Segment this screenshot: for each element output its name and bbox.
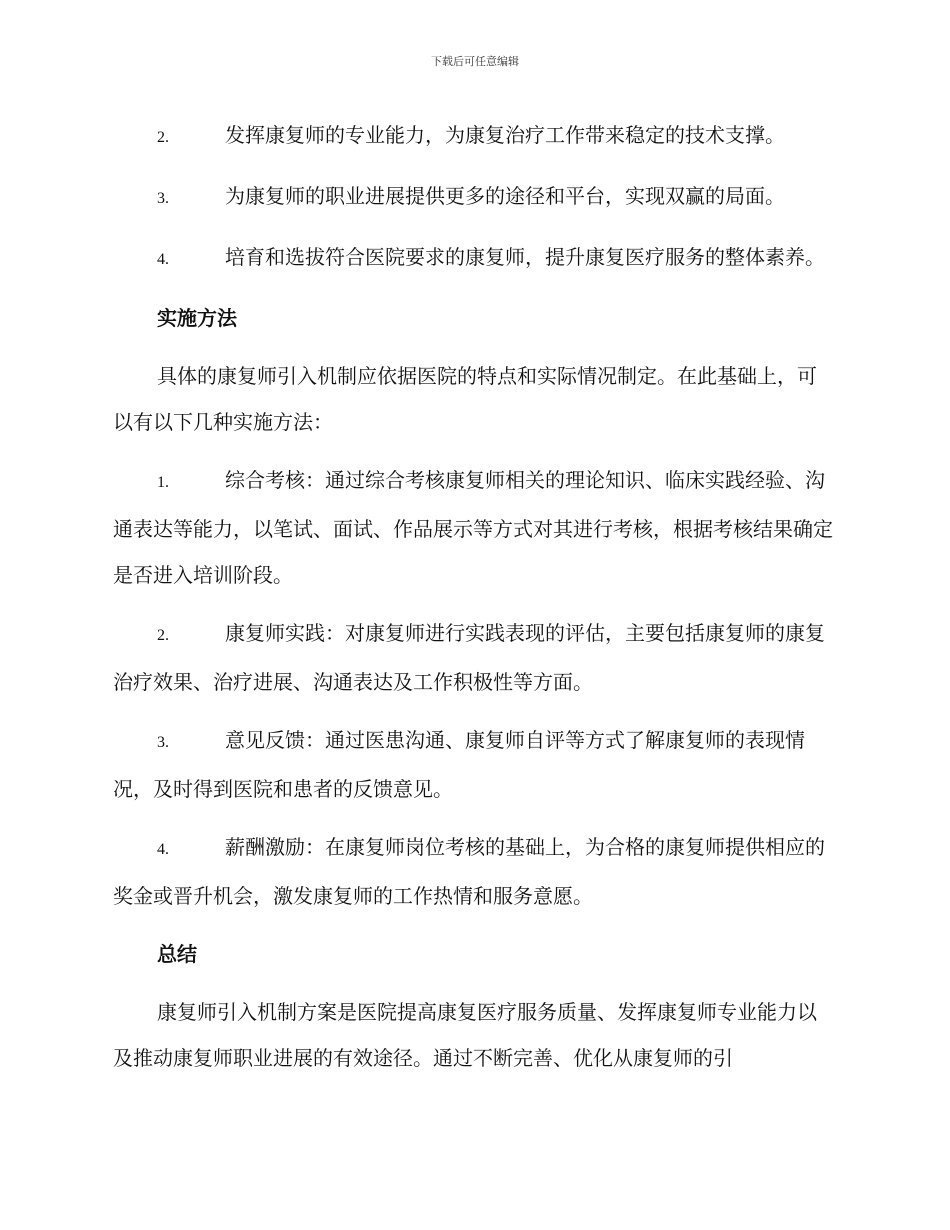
list-number: 2. xyxy=(157,627,169,644)
list-number: 4. xyxy=(157,251,169,268)
list-item xyxy=(113,457,835,598)
list-item xyxy=(113,173,835,222)
section-intro: 具体的康复师引入机制应依据医院的特点和实际情况制定。在此基础上，可以有以下几种实施方法： xyxy=(113,364,817,434)
summary-paragraph: 康复师引入机制方案是医院提高康复医疗服务质量、发挥康复师专业能力以及推动康复师职业进展的有效途径。通过不断完善、优化从康复师的引 xyxy=(113,1000,817,1070)
list-text: 综合考核：通过综合考核康复师相关的理论知识、临床实践经验、沟通表达等能力，以笔试、面试、作品展示等方式对其进行考核，根据考核结果确定是否进入培训阶段。 xyxy=(113,468,833,587)
list-text: 薪酬激励：在康复师岗位考核的基础上，为合格的康复师提供相应的奖金或晋升机会，激发康复师的工作热情和服务意愿。 xyxy=(113,835,825,908)
list-text: 发挥康复师的专业能力，为康复治疗工作带来稳定的技术支撑。 xyxy=(225,123,785,147)
page-header: 下载后可任意编辑 xyxy=(431,55,519,68)
list-item xyxy=(113,717,835,812)
list-text: 培育和选拔符合医院要求的康复师，提升康复医疗服务的整体素养。 xyxy=(225,245,825,269)
section-heading-summary: 总结 xyxy=(157,942,197,966)
list-text: 康复师实践：对康复师进行实践表现的评估，主要包括康复师的康复治疗效果、治疗进展、沟通表达及工作积极性等方面。 xyxy=(113,621,825,694)
list-number: 2. xyxy=(157,129,169,146)
list-text: 为康复师的职业进展提供更多的途径和平台，实现双赢的局面。 xyxy=(225,184,785,208)
list-item xyxy=(113,610,835,705)
list-item xyxy=(113,112,835,161)
list-number: 3. xyxy=(157,734,169,751)
section-heading-implementation: 实施方法 xyxy=(157,306,237,330)
list-number: 3. xyxy=(157,190,169,207)
list-number: 1. xyxy=(157,474,169,491)
list-item xyxy=(113,234,835,283)
list-text: 意见反馈：通过医患沟通、康复师自评等方式了解康复师的表现情况，及时得到医院和患者的反馈意见。 xyxy=(113,728,805,801)
list-item xyxy=(113,824,835,919)
document-body xyxy=(113,112,835,1093)
list-number: 4. xyxy=(157,841,169,858)
